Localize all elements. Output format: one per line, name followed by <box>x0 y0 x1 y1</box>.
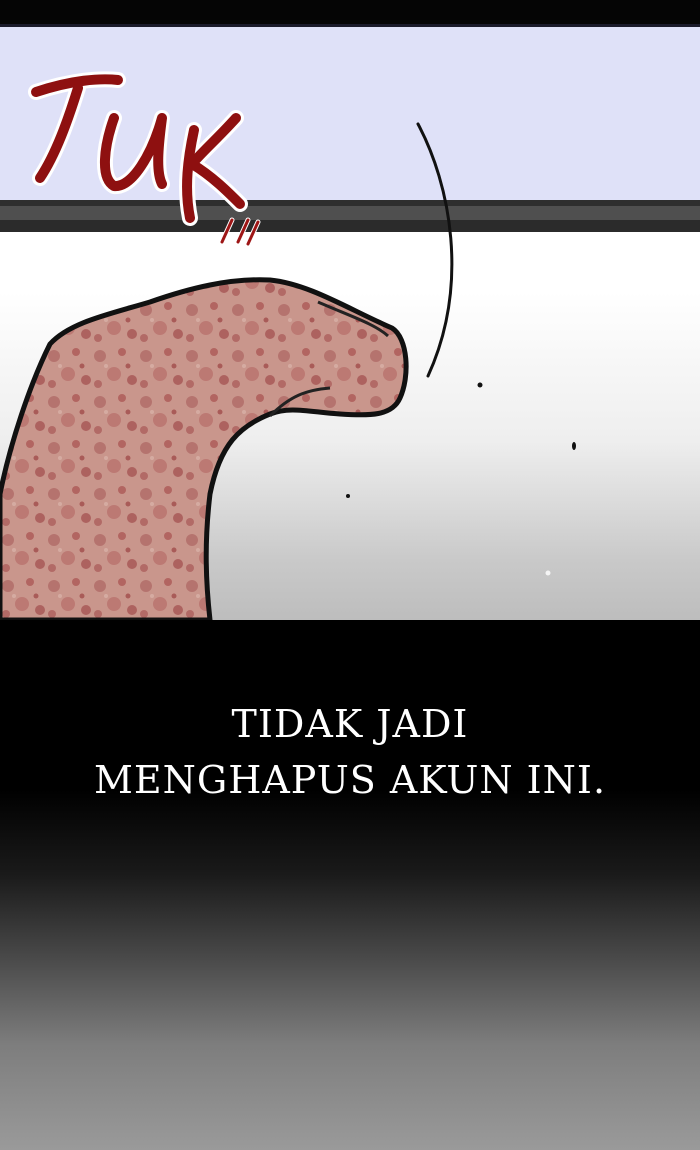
motion-line <box>418 124 452 376</box>
finger <box>0 280 406 620</box>
sound-effect <box>22 68 262 238</box>
top-border <box>0 0 700 24</box>
caption-line-1: TIDAK JADI <box>231 702 469 746</box>
caption-area <box>0 620 700 1150</box>
comic-panel <box>0 24 700 620</box>
caption-line-2: MENGHAPUS AKUN INI. <box>93 758 607 802</box>
caption-text <box>0 696 700 808</box>
